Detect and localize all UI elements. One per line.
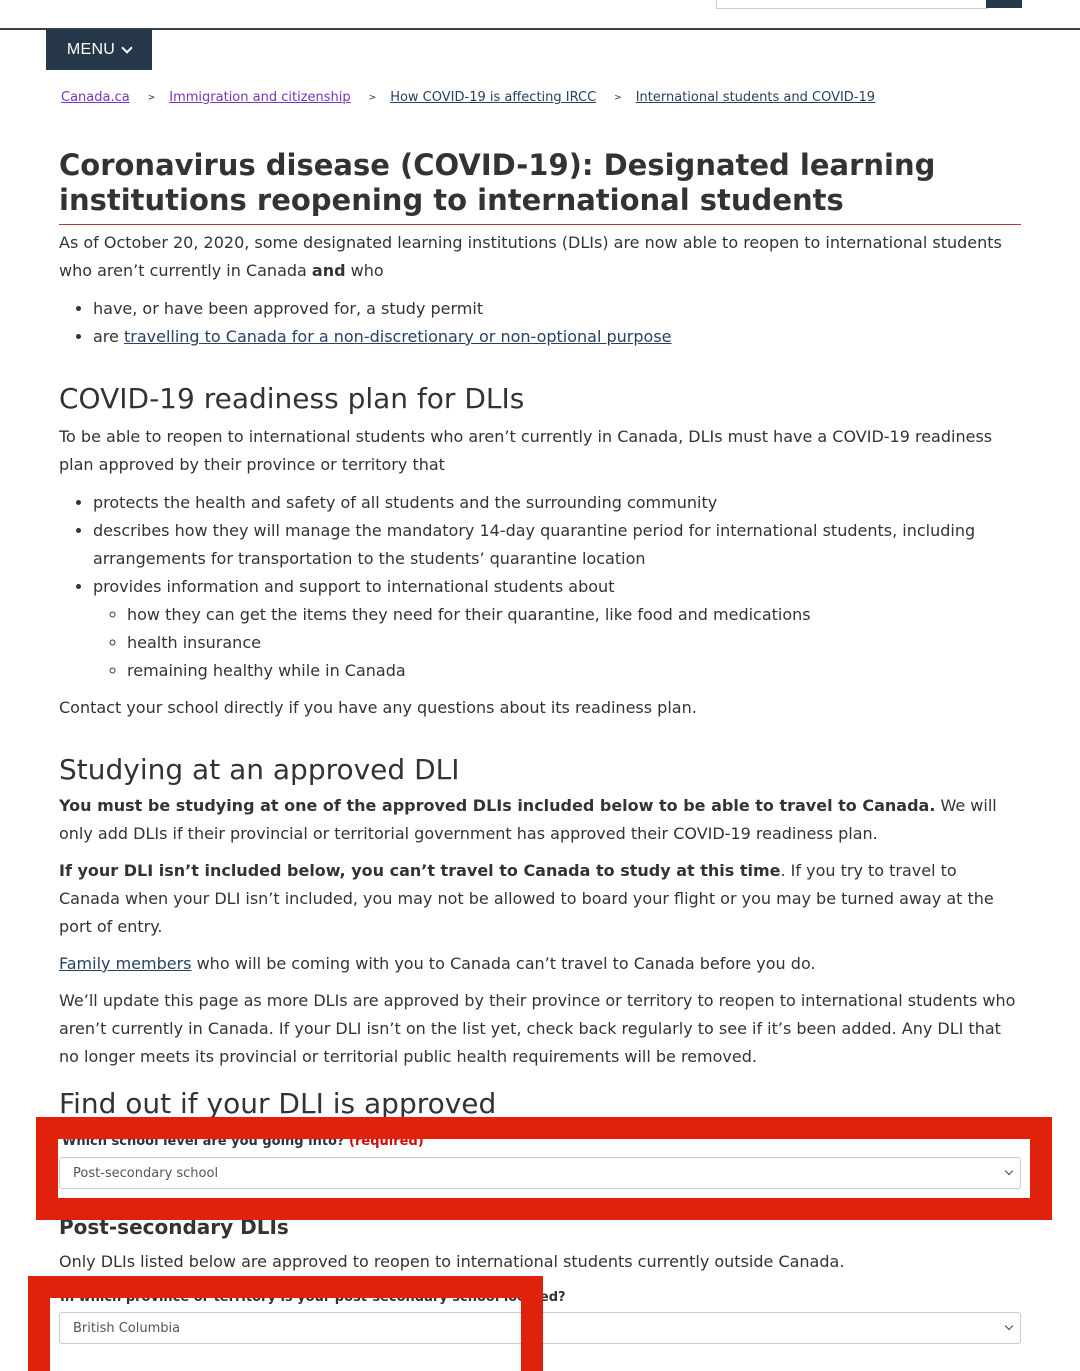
- list-item: • describes how they will manage the mandatory 14-day quarantine period for international students, including arrangements for transportation to the students’ quarantine location: [93, 517, 1021, 573]
- breadcrumb-separator: >: [147, 92, 156, 103]
- list-item: • provides information and support to international students about ◦ how they can get the items they need for their quarantine, like food and medications ◦ health insurance ◦ remaining healthy while in Canada: [93, 573, 1021, 685]
- highlight-box-province: [28, 1276, 543, 1371]
- list-item: ◦ remaining healthy while in Canada: [127, 657, 1021, 685]
- readiness-intro: To be able to reopen to international students who aren’t currently in Canada, DLIs must have a COVID-19 readiness plan approved by their province or territory that: [59, 427, 993, 474]
- readiness-heading: COVID-19 readiness plan for DLIs: [59, 382, 525, 415]
- finder-heading: Find out if your DLI is approved: [59, 1087, 497, 1120]
- list-item: ◦ how they can get the items they need for their quarantine, like food and medications: [127, 601, 1021, 629]
- chevron-down-icon: [1005, 1322, 1013, 1330]
- main-content: [59, 148, 1021, 1071]
- search-input[interactable]: [716, 0, 988, 9]
- breadcrumb-separator: >: [368, 92, 377, 103]
- breadcrumb-canada[interactable]: Canada.ca: [61, 90, 130, 105]
- list-item: • have, or have been approved for, a study permit: [93, 295, 1021, 323]
- list-item: ◦ health insurance: [127, 629, 1021, 657]
- readiness-list: [59, 489, 1021, 685]
- highlight-box-school-level: [36, 1117, 1052, 1220]
- readiness-sublist: [93, 601, 1021, 685]
- school-level-value: Post-secondary school: [73, 1165, 219, 1181]
- breadcrumb-covid-ircc[interactable]: How COVID-19 is affecting IRCC: [390, 90, 597, 105]
- studying-p2: If your DLI isn’t included below, you can’t travel to Canada to study at this time. If you try to travel to Canada when your DLI isn’t included, you may not be allowed to board your flight or you may be turned away at the port of entry.: [59, 861, 994, 936]
- family-members-link[interactable]: Family members: [59, 954, 192, 973]
- studying-heading: Studying at an approved DLI: [59, 753, 460, 786]
- post-secondary-text: Only DLIs listed below are approved to reopen to international students currently outside Canada.: [59, 1252, 845, 1271]
- page-title: Coronavirus disease (COVID-19): Designated learning institutions reopening to international students: [59, 148, 1021, 225]
- list-item: • protects the health and safety of all students and the surrounding community: [93, 489, 1021, 517]
- breadcrumb-immigration[interactable]: Immigration and citizenship: [169, 90, 351, 105]
- post-secondary-heading: Post-secondary DLIs: [59, 1215, 289, 1239]
- list-item: • are travelling to Canada for a non-discretionary or non-optional purpose: [93, 323, 1021, 351]
- province-value: British Columbia: [73, 1320, 181, 1336]
- breadcrumb: [61, 90, 875, 105]
- school-level-label: Which school level are you going into? (required): [62, 1134, 424, 1149]
- menu-label: MENU: [66, 40, 116, 58]
- studying-p1: You must be studying at one of the approved DLIs included below to be able to travel to Canada. We will only add DLIs if their provincial or territorial government has approved their COVID-19 readiness plan.: [59, 796, 997, 843]
- search-button[interactable]: [986, 0, 1022, 8]
- studying-p3: Family members who will be coming with you to Canada can’t travel to Canada before you do.: [59, 954, 816, 973]
- breadcrumb-separator: >: [614, 92, 622, 103]
- required-label: (required): [349, 1134, 424, 1149]
- province-label: In which province or territory is your post-secondary school located?: [60, 1290, 566, 1305]
- menu-button[interactable]: [46, 29, 152, 70]
- chevron-down-icon: [121, 42, 132, 53]
- intro-list: [59, 295, 1021, 351]
- studying-p4: We’ll update this page as more DLIs are approved by their province or territory to reopen to international students who aren’t currently in Canada. If your DLI isn’t on the list yet, check back regularly to see if it’s been added. Any DLI that no longer meets its provincial or territorial public health requirements will be removed.: [59, 991, 1016, 1066]
- readiness-contact: Contact your school directly if you have any questions about its readiness plan.: [59, 698, 697, 717]
- intro-paragraph: As of October 20, 2020, some designated learning institutions (DLIs) are now able to reopen to international students who aren’t currently in Canada and who: [59, 233, 1002, 280]
- non-discretionary-travel-link[interactable]: travelling to Canada for a non-discretionary or non-optional purpose: [123, 327, 672, 346]
- breadcrumb-international-students[interactable]: International students and COVID-19: [635, 90, 876, 105]
